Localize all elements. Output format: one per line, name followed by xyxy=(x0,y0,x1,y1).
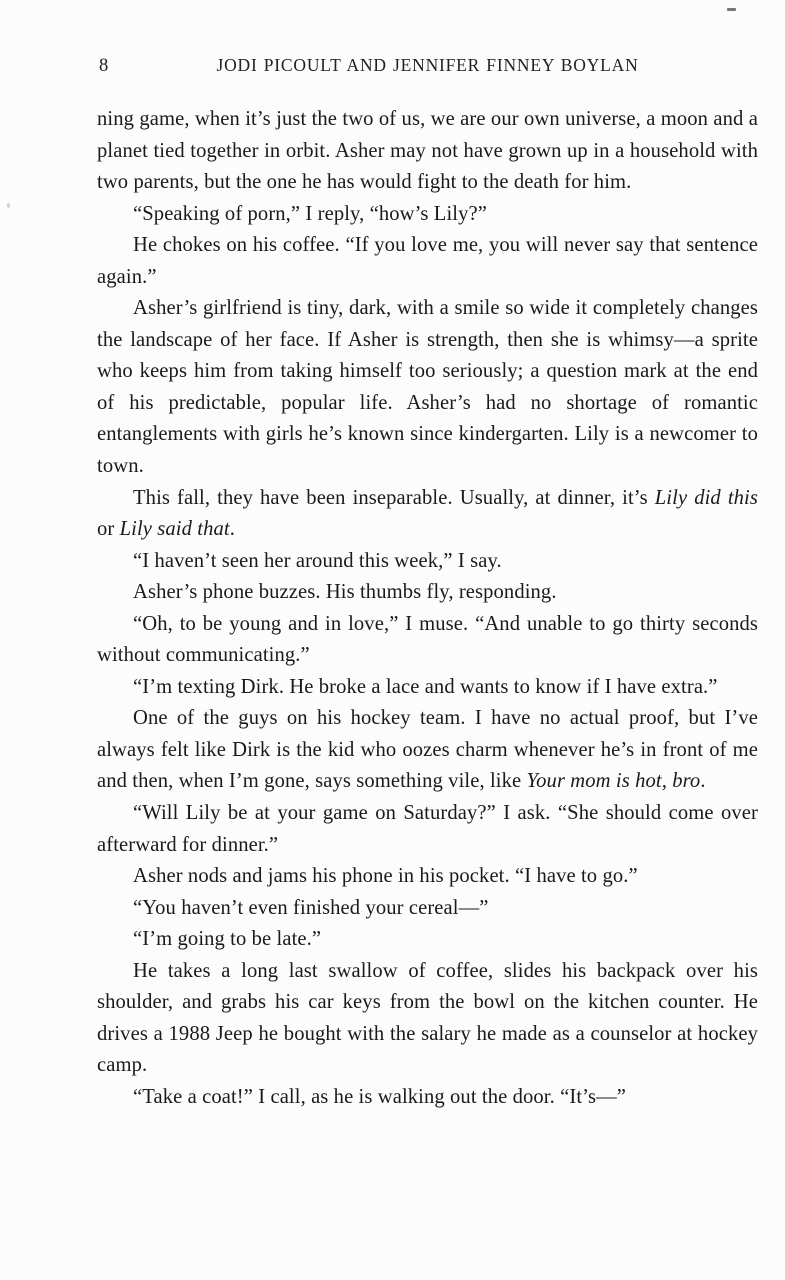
scan-speck xyxy=(7,203,10,208)
text-run: “I’m going to be late.” xyxy=(133,928,322,951)
paragraph xyxy=(97,293,758,482)
paragraph xyxy=(97,609,758,672)
body-text xyxy=(97,104,758,1114)
text-run: “Speaking of porn,” I reply, “how’s Lily?” xyxy=(133,202,487,225)
italic-text: Lily did this xyxy=(654,486,758,509)
text-run: “I haven’t seen her around this week,” I say. xyxy=(133,549,502,572)
paragraph xyxy=(97,924,758,956)
italic-text: Your mom is hot, bro xyxy=(526,770,701,793)
paragraph xyxy=(97,483,758,546)
paragraph xyxy=(97,893,758,925)
text-run: One of the guys on his hockey team. I have no actual proof, but I’ve always felt like Dirk is the kid who oozes charm whenever he’s in front of me and then, when I’m gone, says something vile, like xyxy=(97,707,758,793)
text-run: This fall, they have been inseparable. Usually, at dinner, it’s xyxy=(133,486,655,509)
paragraph xyxy=(97,798,758,861)
text-run: “Take a coat!” I call, as he is walking out the door. “It’s—” xyxy=(133,1085,627,1108)
text-run: “You haven’t even finished your cereal—” xyxy=(133,896,489,919)
text-run: . xyxy=(229,518,235,541)
text-run: Asher’s girlfriend is tiny, dark, with a smile so wide it completely changes the landscape of her face. If Asher is strength, then she is whimsy—a sprite who keeps him from taking himself too seriously; a question mark at the end of his predictable, popular life. Asher’s had no shortage of romantic entanglements with girls he’s known since kindergarten. Lily is a newcomer to town. xyxy=(97,297,758,478)
italic-text: Lily said that xyxy=(119,518,230,541)
text-run: ning game, when it’s just the two of us, we are our own universe, a moon and a planet tied together in orbit. Asher may not have grown up in a household with two parents, but the one he has would fight to the death for him. xyxy=(97,108,758,194)
text-run: “Oh, to be young and in love,” I muse. “And unable to go thirty seconds without communicating.” xyxy=(97,612,758,667)
text-run: He chokes on his coffee. “If you love me, you will never say that sentence again.” xyxy=(97,234,758,288)
text-run: . xyxy=(700,770,706,793)
paragraph xyxy=(97,546,758,578)
text-run: Asher’s phone buzzes. His thumbs fly, responding. xyxy=(133,581,557,604)
paragraph xyxy=(97,956,758,1082)
text-run: He takes a long last swallow of coffee, slides his backpack over his shoulder, and grabs his car keys from the bowl on the kitchen counter. He drives a 1988 Jeep he bought with the salary he made as a counselor at hockey camp. xyxy=(97,959,758,1077)
paragraph xyxy=(97,577,758,609)
paragraph xyxy=(97,672,758,704)
page-number: 8 xyxy=(99,56,109,76)
paragraph xyxy=(97,230,758,293)
paragraph xyxy=(97,104,758,199)
text-run: “Will Lily be at your game on Saturday?” I ask. “She should come over afterward for dinner.” xyxy=(97,802,758,856)
text-run: Asher nods and jams his phone in his pocket. “I have to go.” xyxy=(133,865,638,888)
paragraph xyxy=(97,199,758,231)
paragraph xyxy=(97,703,758,798)
paragraph xyxy=(97,861,758,893)
page-header xyxy=(97,55,758,79)
running-header-title: JODI PICOULT AND JENNIFER FINNEY BOYLAN xyxy=(216,55,639,75)
text-run: “I’m texting Dirk. He broke a lace and wants to know if I have extra.” xyxy=(133,675,718,698)
text-run: or xyxy=(97,518,120,541)
scan-speck xyxy=(727,8,736,11)
paragraph xyxy=(97,1082,758,1114)
